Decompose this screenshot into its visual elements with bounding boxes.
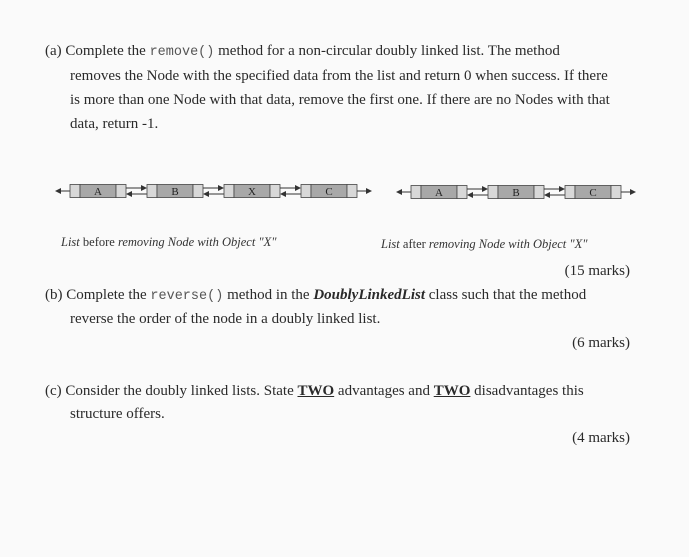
part-a-line-3: is more than one Node with that data, remove the first one. If there are no Nodes with that — [70, 92, 610, 108]
after-node-label: A — [435, 187, 443, 199]
part-b-line-1: (b) Complete the reverse() method in the DoublyLinkedList class such that the method — [45, 287, 587, 304]
before-node-label: X — [248, 186, 256, 198]
before-node-B — [147, 185, 203, 199]
caption-after: List after removing Node with Object "X" — [381, 237, 588, 251]
before-node-X — [224, 185, 280, 199]
remove-method-code: remove() — [149, 45, 215, 60]
before-node-A — [70, 185, 126, 199]
part-b-marks: (6 marks) — [572, 335, 630, 351]
after-node-label: B — [512, 187, 520, 199]
part-a-line-4: data, return -1. — [70, 116, 159, 132]
list-before-diagram — [56, 185, 371, 199]
class-name: DoublyLinkedList — [313, 287, 425, 303]
part-b-line-2: reverse the order of the node in a doubly linked list. — [70, 311, 381, 327]
before-node-label: C — [325, 186, 333, 198]
reverse-method-code: reverse() — [150, 289, 224, 304]
part-a-label: (a) — [45, 43, 62, 59]
before-node-label: B — [171, 186, 179, 198]
after-node-label: C — [589, 187, 597, 199]
after-node-C — [565, 186, 621, 200]
part-a-marks: (15 marks) — [564, 263, 630, 279]
after-node-B — [488, 186, 544, 200]
caption-before: List before removing Node with Object "X" — [61, 235, 277, 249]
before-node-label: A — [94, 186, 102, 198]
part-c-marks: (4 marks) — [572, 430, 630, 446]
list-after-diagram — [397, 186, 635, 200]
part-c-line-1: (c) Consider the doubly linked lists. State TWO advantages and TWO disadvantages this — [45, 383, 584, 399]
before-node-C — [301, 185, 357, 199]
after-node-A — [411, 186, 467, 200]
part-a-line-1: (a) Complete the remove() method for a non-circular doubly linked list. The method — [45, 43, 560, 60]
part-c-line-2: structure offers. — [70, 406, 165, 422]
part-c-label: (c) — [45, 383, 62, 399]
part-b-label: (b) — [45, 287, 63, 303]
part-a-line-2: removes the Node with the specified data from the list and return 0 when success. If there — [70, 68, 608, 84]
